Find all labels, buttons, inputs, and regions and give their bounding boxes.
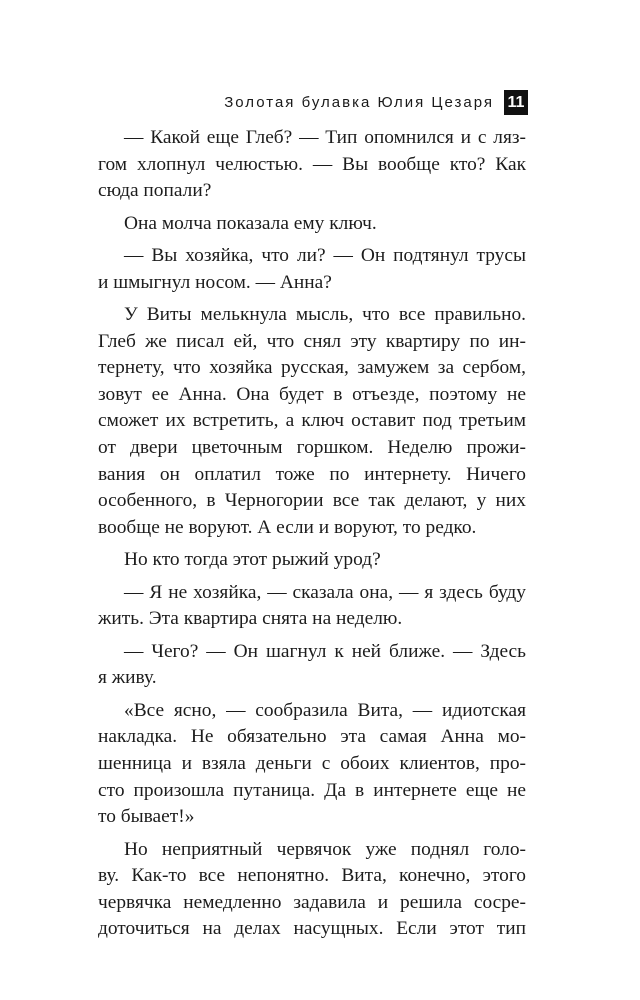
paragraph	[98, 837, 526, 943]
paragraph	[98, 698, 526, 831]
page-number: 11	[504, 90, 528, 115]
text-line: зовут ее Анна. Она будет в отъезде, поэтому не	[98, 383, 526, 405]
text-line: Она молча показала ему ключ.	[124, 212, 377, 234]
text-line: доточиться на делах насущных. Если этот тип	[98, 918, 526, 940]
text-line: накладка. Не обязательно эта самая Анна мо-	[98, 726, 526, 748]
text-line: ву. Как-то все непонятно. Вита, конечно, этого	[98, 865, 526, 887]
text-line: Но неприятный червячок уже поднял голо-	[124, 838, 526, 860]
paragraph	[98, 639, 526, 692]
paragraph	[98, 547, 526, 574]
text-line: шенница и взяла деньги с обоих клиентов, про-	[98, 753, 526, 775]
text-line: и шмыгнул носом. — Анна?	[98, 271, 332, 293]
paragraph	[98, 243, 526, 296]
text-line: — Чего? — Он шагнул к ней ближе. — Здесь	[124, 640, 526, 662]
text-line: особенного, в Черногории все так делают, у них	[98, 490, 526, 512]
text-line: «Все ясно, — сообразила Вита, — идиотская	[124, 699, 526, 721]
text-line: червячка немедленно задавила и решила сосре-	[98, 891, 526, 913]
paragraph	[98, 302, 526, 541]
text-line: — Вы хозяйка, что ли? — Он подтянул трусы	[124, 245, 526, 267]
paragraph	[98, 580, 526, 633]
text-line: я живу.	[98, 667, 157, 689]
text-line: жить. Эта квартира снята на неделю.	[98, 608, 403, 630]
text-line: вания он оплатил тоже по интернету. Ничего	[98, 463, 526, 485]
text-line: — Я не хозяйка, — сказала она, — я здесь буду	[124, 581, 526, 603]
text-line: сможет их встретить, а ключ оставит под третьим	[98, 410, 526, 432]
text-line: вообще не воруют. А если и воруют, то редко.	[98, 516, 477, 538]
running-title: Золотая булавка Юлия Цезаря	[224, 94, 494, 111]
paragraph	[98, 125, 526, 205]
text-line: сто произошла путаница. Да в интернете еще не	[98, 779, 526, 801]
text-line: Глеб же писал ей, что снял эту квартиру по ин-	[98, 330, 526, 352]
text-line: то бывает!»	[98, 806, 195, 828]
text-line: от двери цветочным горшком. Неделю прожи-	[98, 437, 526, 459]
text-line: гом хлопнул челюстью. — Вы вообще кто? Как	[98, 153, 526, 175]
text-line: Но кто тогда этот рыжий урод?	[124, 549, 381, 571]
text-body	[98, 125, 526, 943]
text-line: тернету, что хозяйка русская, замужем за сербом,	[98, 357, 526, 379]
text-line: — Какой еще Глеб? — Тип опомнился и с ляз-	[124, 127, 526, 148]
running-head	[224, 90, 528, 115]
text-line: сюда попали?	[98, 180, 212, 202]
text-line: У Виты мелькнула мысль, что все правильно.	[124, 304, 526, 326]
paragraph	[98, 211, 526, 238]
